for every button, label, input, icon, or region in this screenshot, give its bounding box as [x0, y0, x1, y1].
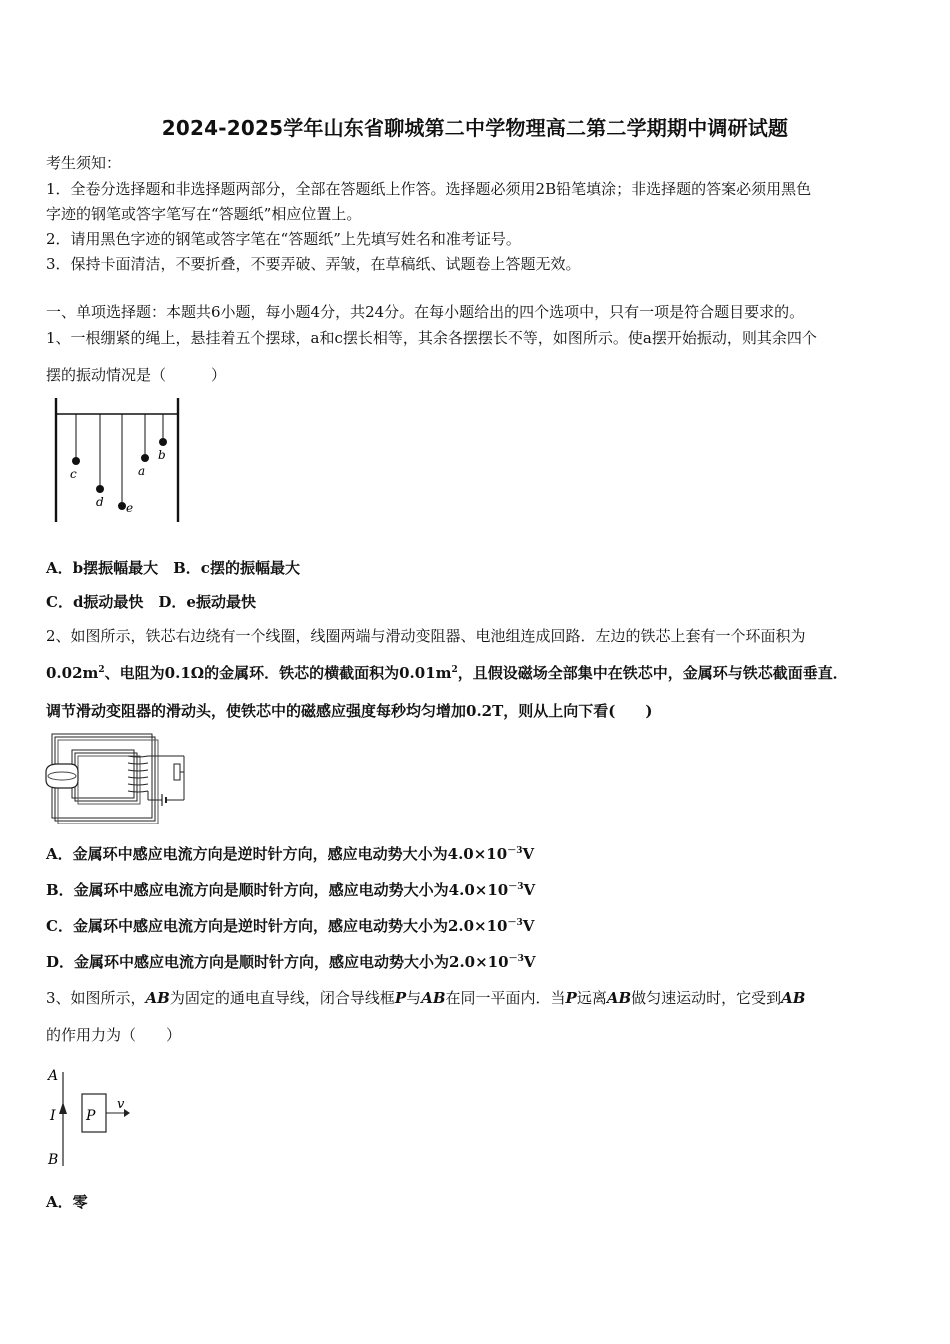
- pendulum-e-ball: [118, 502, 126, 510]
- question-2-option-a: A．金属环中感应电流方向是逆时针方向，感应电动势大小为$4.0\times 10^{-3}V$: [46, 845, 535, 863]
- coil: [128, 756, 148, 792]
- question-2-stem-line-1: 2、如图所示，铁芯右边绕有一个线圈，线圈两端与滑动变阻器、电池组连成回路．左边的铁芯上套有一个环面积为: [46, 627, 806, 645]
- label-i: I: [50, 1108, 56, 1124]
- label-b: b: [158, 448, 166, 462]
- question-3-option-a: A．零: [46, 1193, 88, 1211]
- notice-item-1-line-2: 字迹的钢笔或答字笔写在“答题纸”相应位置上。: [46, 205, 362, 223]
- wire-frame-figure: [44, 1062, 144, 1174]
- label-p: P: [86, 1108, 96, 1124]
- question-2-stem-line-3: 调节滑动变阻器的滑动头，使铁芯中的磁感应强度每秒均匀增加0.2T，则从上向下看( ): [46, 702, 653, 720]
- notice-heading: 考生须知：: [46, 154, 122, 172]
- question-1-stem-line-2: 摆的振动情况是（ ）: [46, 366, 227, 384]
- pendulum-c-ball: [72, 457, 80, 465]
- question-1-options-line-2: C．d振动最快 D．e振动最快: [46, 593, 256, 611]
- circuit: [148, 756, 184, 806]
- question-2-stem-line-2: $0.02m^2$、电阻为0.1Ω的金属环．铁芯的横截面积为$0.01m^2$，且假设磁场全部集中在铁芯中，金属环与铁芯截面垂直．: [46, 664, 848, 682]
- notice-item-1-line-1: 1．全卷分选择题和非选择题两部分，全部在答题纸上作答。选择题必须用2B铅笔填涂；非选择题的答案必须用黑色: [46, 180, 812, 198]
- question-1-options-line-1: A．b摆振幅最大 B．c摆的振幅最大: [46, 559, 300, 577]
- metal-ring: [46, 764, 78, 788]
- label-b: B: [48, 1152, 59, 1168]
- label-d: d: [96, 495, 104, 509]
- label-c: c: [70, 467, 77, 481]
- iron-core-figure: [44, 732, 194, 824]
- question-2-option-d: D．金属环中感应电流方向是顺时针方向，感应电动势大小为$2.0\times 10^{-3}V$: [46, 953, 536, 971]
- question-3-stem-line-2: 的作用力为（ ）: [46, 1026, 182, 1044]
- notice-item-3: 3．保持卡面清洁，不要折叠，不要弄破、弄皱，在草稿纸、试题卷上答题无效。: [46, 255, 581, 273]
- pendulum-a-ball: [141, 454, 149, 462]
- section-1-heading: 一、单项选择题：本题共6小题，每小题4分，共24分。在每小题给出的四个选项中，只有一项是符合题目要求的。: [46, 303, 805, 321]
- pendulum-b-ball: [159, 438, 167, 446]
- question-2-option-c: C．金属环中感应电流方向是逆时针方向，感应电动势大小为$2.0\times 10^{-3}V$: [46, 917, 535, 935]
- pendulum-d-ball: [96, 485, 104, 493]
- current-arrow: [59, 1102, 67, 1114]
- question-1-stem-line-1: 1、一根绷紧的绳上，悬挂着五个摆球，a和c摆长相等，其余各摆摆长不等，如图所示。使a摆开始振动，则其余四个: [46, 329, 817, 347]
- page-title: 2024-2025学年山东省聊城第二中学物理高二第二学期期中调研试题: [161, 116, 789, 140]
- label-a: A: [48, 1068, 59, 1084]
- pendulum-figure: [50, 396, 186, 524]
- question-3-stem-line-1: 3、如图所示，AB为固定的通电直导线，闭合导线框P与AB在同一平面内．当P远离AB做匀速运动时，它受到AB: [46, 989, 806, 1007]
- label-a: a: [138, 464, 146, 478]
- notice-item-2: 2．请用黑色字迹的钢笔或答字笔在“答题纸”上先填写姓名和准考证号。: [46, 230, 521, 248]
- rheostat: [174, 764, 180, 780]
- velocity-arrow: [124, 1109, 130, 1117]
- question-2-option-b: B．金属环中感应电流方向是顺时针方向，感应电动势大小为$4.0\times 10^{-3}V$: [46, 881, 536, 899]
- label-e: e: [126, 501, 134, 515]
- label-v: v: [117, 1097, 125, 1112]
